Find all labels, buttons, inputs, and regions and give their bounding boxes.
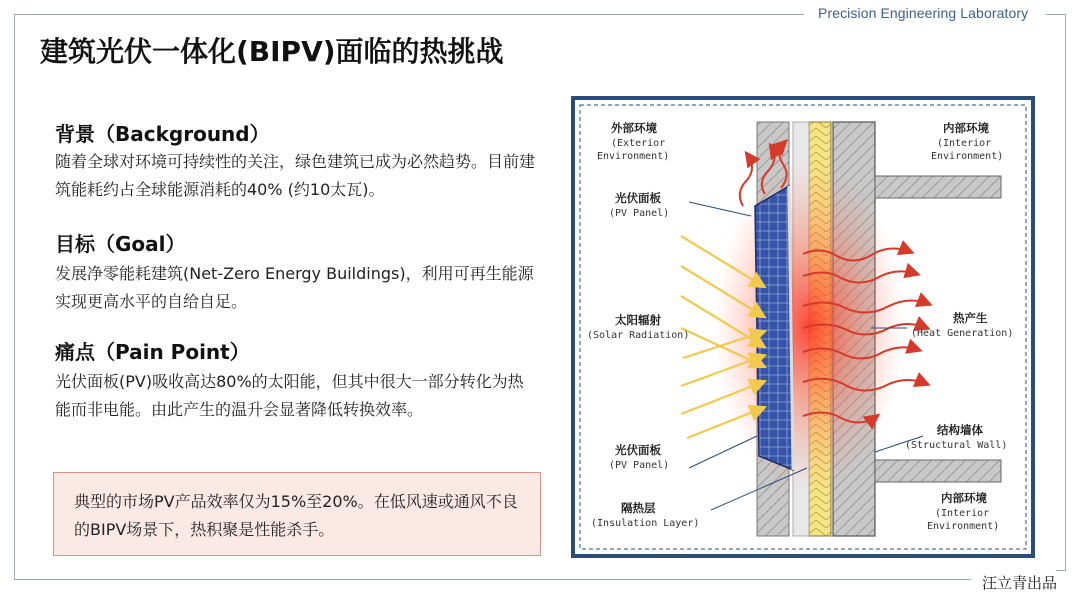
credit-text: 汪立青出品 <box>982 574 1058 592</box>
label-insulation-zh: 隔热层 <box>621 501 656 515</box>
pain-point-heading: 痛点（Pain Point） <box>55 340 250 364</box>
page-title: 建筑光伏一体化(BIPV)面临的热挑战 <box>40 35 504 68</box>
background-heading: 背景（Background） <box>55 122 270 146</box>
frame-top-line-right <box>1046 14 1066 15</box>
frame-right-line <box>1065 14 1066 570</box>
label-exterior-zh: 外部环境 <box>611 121 657 135</box>
callout-text: 典型的市场PV产品效率仅为15%至20%。在低风速或通风不良的BIPV场景下，热积聚是性能杀手。 <box>74 492 518 539</box>
label-insulation-en: (Insulation Layer) <box>591 518 700 529</box>
label-pv-bottom-zh: 光伏面板 <box>615 443 661 457</box>
frame-left-line <box>14 14 15 579</box>
label-exterior-en2: Environment) <box>597 151 670 162</box>
background-text: 随着全球对环境可持续性的关注，绿色建筑已成为必然趋势。目前建筑能耗约占全球能源消耗的40% (约10太瓦)。 <box>55 152 536 199</box>
frame-bottom-line <box>14 579 971 580</box>
label-interior-top-en1: (Interior <box>937 138 992 149</box>
label-solar-zh: 太阳辐射 <box>615 313 661 327</box>
label-wall-zh: 结构墙体 <box>937 423 983 437</box>
pv-panel <box>755 186 793 470</box>
label-interior-top-en2: Environment) <box>931 151 1004 162</box>
frame-bottom-line-right <box>1056 570 1066 571</box>
label-solar-en: (Solar Radiation) <box>587 330 690 341</box>
label-interior-bottom-en1: (Interior <box>935 508 990 519</box>
goal-text: 发展净零能耗建筑(Net-Zero Energy Buildings)，利用可再生能源实现更高水平的自给自足。 <box>55 264 534 311</box>
label-pv-top-zh: 光伏面板 <box>615 191 661 205</box>
label-exterior-en1: (Exterior <box>611 138 666 149</box>
label-interior-bottom-zh: 内部环境 <box>941 491 987 505</box>
pain-point-text: 光伏面板(PV)吸收高达80%的太阳能，但其中很大一部分转化为热能而非电能。由此产生的温升会显著降低转换效率。 <box>55 372 524 419</box>
label-heat-zh: 热产生 <box>953 311 988 325</box>
floor-slab-top <box>875 176 1001 198</box>
label-pv-bottom-en: (PV Panel) <box>609 460 670 471</box>
efficiency-callout <box>53 472 541 556</box>
label-pv-top-en: (PV Panel) <box>609 208 670 219</box>
label-interior-bottom-en2: Environment) <box>927 521 1000 532</box>
label-interior-top-zh: 内部环境 <box>943 121 989 135</box>
goal-heading: 目标（Goal） <box>55 232 186 256</box>
bipv-diagram <box>571 96 1035 558</box>
bipv-diagram-svg <box>571 96 1035 558</box>
floor-slab-bottom <box>875 460 1001 482</box>
lab-name: Precision Engineering Laboratory <box>818 5 1029 21</box>
label-wall-en: (Structural Wall) <box>905 440 1008 451</box>
frame-top-line <box>14 14 804 15</box>
label-heat-en: (Heat Generation) <box>911 328 1014 339</box>
